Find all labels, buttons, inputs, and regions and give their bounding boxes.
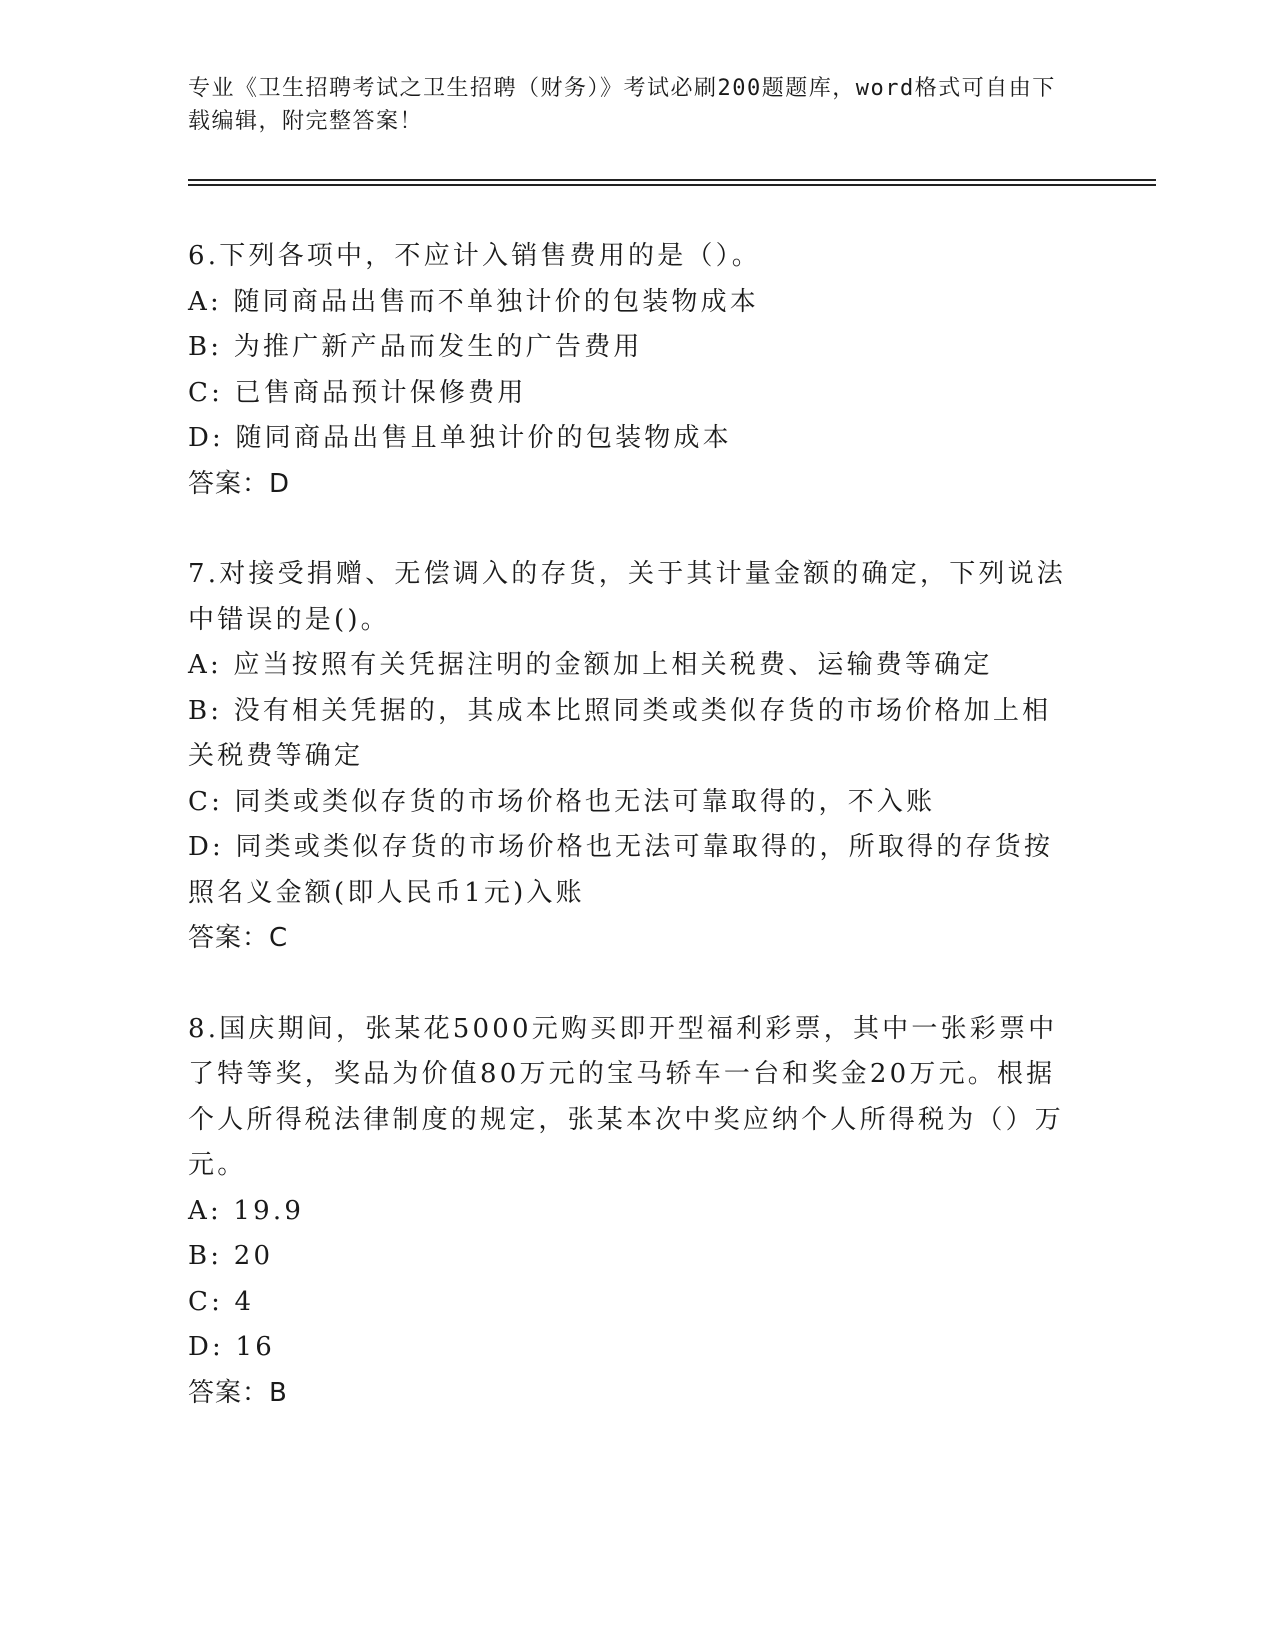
option-a: A: 19.9 <box>188 1195 305 1226</box>
document-header: 专业《卫生招聘考试之卫生招聘（财务）》考试必刷200题题库，word格式可自由下载编辑，附完整答案！ <box>188 76 1056 134</box>
question-6 <box>188 234 1078 507</box>
answer-line: 答案：D <box>188 468 291 499</box>
question-7 <box>188 552 1078 962</box>
question-list <box>188 234 1078 1461</box>
question-text: 6.下列各项中，不应计入销售费用的是（）。 <box>188 241 762 271</box>
answer-line: 答案：C <box>188 923 289 953</box>
header-divider-bottom <box>188 184 1156 186</box>
option-b: B: 为推广新产品而发生的广告费用 <box>188 332 643 362</box>
option-b: B: 20 <box>188 1241 274 1271</box>
question-8 <box>188 1007 1078 1417</box>
question-text: 7.对接受捐赠、无偿调入的存货，关于其计量金额的确定，下列说法中错误的是()。 <box>188 559 1067 635</box>
option-d: D: 同类或类似存货的市场价格也无法可靠取得的，所取得的存货按照名义金额(即人民币1元)入账 <box>188 832 1054 908</box>
question-text: 8.国庆期间，张某花5000元购买即开型福利彩票，其中一张彩票中了特等奖，奖品为价值80万元的宝马轿车一台和奖金20万元。根据个人所得税法律制度的规定，张某本次中奖应纳个人所得税为（）万元。 <box>188 1013 1065 1180</box>
option-a: A: 随同商品出售而不单独计价的包装物成本 <box>188 286 760 317</box>
option-b: B: 没有相关凭据的，其成本比照同类或类似存货的市场价格加上相关税费等确定 <box>188 695 1052 771</box>
answer-line: 答案：B <box>188 1377 288 1408</box>
option-c: C: 已售商品预计保修费用 <box>188 377 527 408</box>
option-c: C: 同类或类似存货的市场价格也无法可靠取得的，不入账 <box>188 786 936 817</box>
header-divider-top <box>188 179 1156 181</box>
option-d: D: 随同商品出售且单独计价的包装物成本 <box>188 423 732 453</box>
option-d: D: 16 <box>188 1332 275 1362</box>
option-c: C: 4 <box>188 1286 255 1317</box>
option-a: A: 应当按照有关凭据注明的金额加上相关税费、运输费等确定 <box>188 650 993 680</box>
